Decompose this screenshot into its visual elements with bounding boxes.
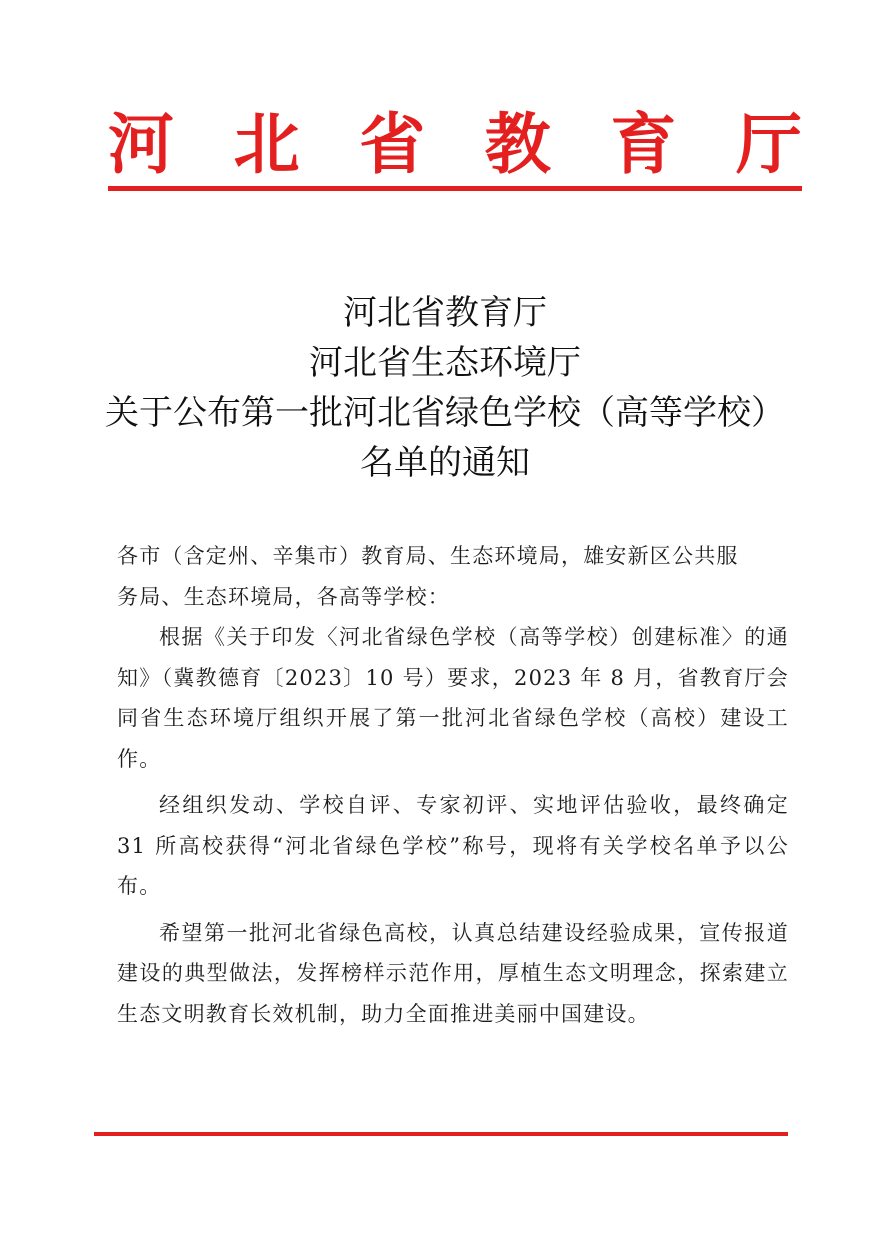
body-paragraph: 根据《关于印发〈河北省绿色学校（高等学校）创建标准〉的通知》（冀教德育〔2023〕10 号）要求，2023 年 8 月，省教育厅会同省生态环境厅组织开展了第一批河北省绿色学校（高校）建设工作。 bbox=[117, 625, 789, 771]
letterhead-char: 河 bbox=[108, 105, 174, 183]
letterhead-red-rule bbox=[108, 186, 802, 191]
title-line: 关于公布第一批河北省绿色学校（高等学校） bbox=[105, 393, 785, 433]
title-line: 名单的通知 bbox=[360, 443, 530, 483]
footer-red-rule bbox=[94, 1132, 788, 1136]
document-body bbox=[117, 536, 789, 1034]
letterhead-char: 北 bbox=[233, 105, 300, 183]
body-paragraph: 经组织发动、学校自评、专家初评、实地评估验收，最终确定 31 所高校获得“河北省绿色学校”称号，现将有关学校名单予以公布。 bbox=[117, 793, 789, 898]
letterhead-char: 省 bbox=[359, 105, 426, 183]
title-line: 河北省生态环境厅 bbox=[309, 343, 581, 383]
salutation-line: 各市（含定州、辛集市）教育局、生态环境局，雄安新区公共服 bbox=[117, 544, 739, 568]
letterhead-char: 厅 bbox=[735, 105, 802, 183]
letterhead-title bbox=[108, 104, 802, 184]
title-line: 河北省教育厅 bbox=[343, 293, 547, 333]
salutation-line: 务局、生态环境局，各高等学校： bbox=[117, 584, 450, 609]
letterhead-char: 教 bbox=[484, 105, 551, 183]
letterhead-char: 育 bbox=[610, 105, 677, 183]
document-title bbox=[80, 288, 810, 488]
body-paragraph: 希望第一批河北省绿色高校，认真总结建设经验成果，宣传报道建设的典型做法，发挥榜样示范作用，厚植生态文明理念，探索建立生态文明教育长效机制，助力全面推进美丽中国建设。 bbox=[117, 920, 789, 1026]
